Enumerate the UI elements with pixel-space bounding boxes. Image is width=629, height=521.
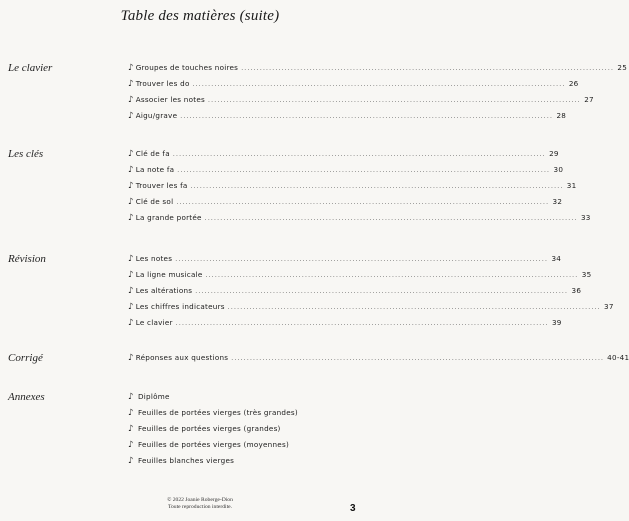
section-label-revision: Révision [8,253,46,265]
entry-page: 30 [553,165,564,174]
entry-page: 27 [584,95,594,104]
music-note-icon: ♪ [128,197,134,207]
music-note-icon: ♪ [128,392,134,402]
toc-entry [128,197,563,210]
entry-page: 28 [556,111,567,120]
dot-leader: ........................................................................................................................ [175,256,549,263]
music-note-icon: ♪ [128,165,134,175]
entry-title: Groupes de touches noires [135,63,239,72]
page-number: 3 [350,503,356,514]
entry-title: Les chiffres indicateurs [135,302,225,311]
entry-page: 32 [552,197,563,206]
music-note-icon: ♪ [128,408,134,418]
entry-page: 33 [580,213,591,222]
entry-title: Trouver les fa [135,181,188,190]
entry-title: Clé de sol [135,197,174,206]
copyright-notice: © 2022 Joanie Roberge-Dion [167,497,233,503]
dot-leader: ........................................................................................................................ [177,167,551,174]
music-note-icon: ♪ [128,149,134,159]
toc-entry [128,95,594,108]
entry-title: Trouver les do [135,79,190,88]
toc-entry [128,286,582,299]
reproduction-notice: Toute reproduction interdite. [167,504,233,510]
music-note-icon: ♪ [128,254,134,264]
toc-entry [128,424,360,437]
music-note-icon: ♪ [128,286,134,296]
section-label-annexes: Annexes [8,391,45,403]
section-label-cles: Les clés [8,148,44,160]
toc-entry [128,79,579,92]
music-note-icon: ♪ [128,213,134,223]
toc-entry [128,181,577,194]
music-note-icon: ♪ [128,63,134,73]
entry-page: 29 [549,149,559,158]
entry-title: Feuilles de portées vierges (moyennes) [138,440,290,449]
toc-entry [128,408,360,421]
toc-entry [128,392,360,405]
dot-leader: ........................................................................................................................ [176,199,550,206]
entry-title: Aigu/grave [135,111,178,120]
toc-entry [128,456,360,469]
dot-leader: ........................................................................................................................ [205,272,579,279]
entry-page: 25 [617,63,628,72]
toc-entry [128,213,591,226]
music-note-icon: ♪ [128,353,134,363]
section-label-corrige: Corrigé [8,352,43,364]
toc-entry [128,149,559,162]
entry-title: Les altérations [135,286,193,295]
entry-title: Les notes [135,254,173,263]
entry-page: 37 [604,302,614,311]
dot-leader: ........................................................................................................................ [190,183,564,190]
music-note-icon: ♪ [128,440,134,450]
music-note-icon: ♪ [128,95,134,105]
music-note-icon: ♪ [128,270,134,280]
dot-leader: ........................................................................................................................ [195,288,569,295]
toc-entry [128,270,592,283]
section-label-clavier: Le clavier [8,62,53,74]
dot-leader: ........................................................................................................................ [192,81,566,88]
entry-title: La note fa [135,165,175,174]
dot-leader: ........................................................................................................................ [180,113,554,120]
dot-leader: ........................................................................................................................ [204,215,578,222]
toc-entry [128,63,628,76]
dot-leader: ........................................................................................................................ [175,320,549,327]
page-title: Table des matières (suite) [120,8,280,24]
toc-entry [128,440,360,453]
entry-page: 39 [551,318,562,327]
entry-page: 36 [571,286,582,295]
entry-title: Associer les notes [135,95,205,104]
toc-entry [128,302,614,315]
entry-page: 40-41 [607,353,629,362]
dot-leader: ........................................................................................................................ [208,97,581,104]
music-note-icon: ♪ [128,181,134,191]
entry-title: Réponses aux questions [135,353,229,362]
music-note-icon: ♪ [128,111,134,121]
music-note-icon: ♪ [128,456,134,466]
entry-page: 35 [581,270,592,279]
entry-page: 31 [566,181,577,190]
toc-entry [128,254,562,267]
entry-title: Clé de fa [135,149,170,158]
music-note-icon: ♪ [128,318,134,328]
music-note-icon: ♪ [128,79,134,89]
toc-entry [128,165,564,178]
entry-title: Le clavier [135,318,173,327]
entry-page: 26 [568,79,579,88]
entry-page: 34 [551,254,562,263]
entry-title: Diplôme [138,392,170,401]
toc-entry [128,111,567,124]
music-note-icon: ♪ [128,424,134,434]
entry-title: La ligne musicale [135,270,203,279]
entry-title: Feuilles de portées vierges (très grandes) [138,408,298,417]
toc-entry [128,318,562,331]
footer [0,497,400,511]
dot-leader: ........................................................................................................................ [227,304,601,311]
toc-entry [128,353,629,366]
music-note-icon: ♪ [128,302,134,312]
entry-title: La grande portée [135,213,202,222]
entry-title: Feuilles de portées vierges (grandes) [138,424,281,433]
dot-leader: ........................................................................................................................ [241,65,615,72]
entry-title: Feuilles blanches vierges [138,456,235,465]
dot-leader: ........................................................................................................................ [172,151,546,158]
dot-leader: ........................................................................................................................ [231,355,605,362]
